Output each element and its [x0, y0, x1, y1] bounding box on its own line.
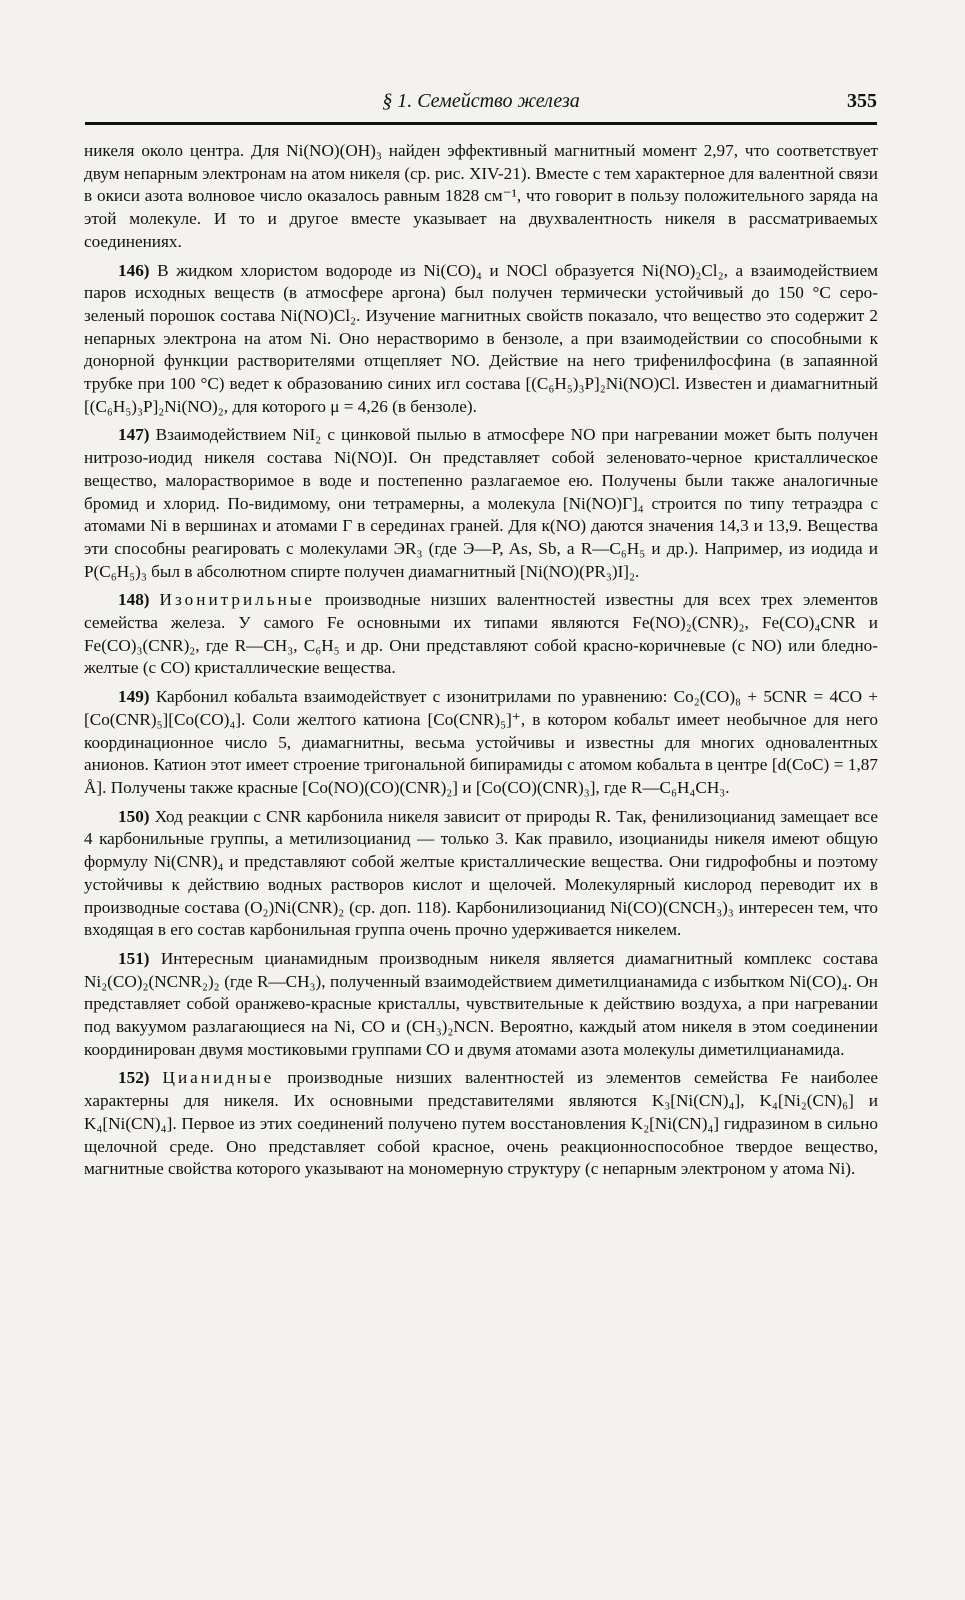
running-header [85, 88, 877, 125]
paragraph-number: 146) [118, 260, 150, 280]
paragraph-text: Карбонил кобальта взаимодействует с изонитрилами по уравнению: Co₂(CO)₈ + 5CNR = 4CO + [Co(CNR)₅][Co(CO)₄]. Соли желтого катиона [Co(CNR)₅]⁺, в котором кобальт имеет необычное для него координационное число 5, диамагнитны, весьма устойчивы и известны для многих одновалентных анионов. Катион этот имеет строение тригональной бипирамиды с атомом кобальта в центре [d(CoC) = 1,87 Å]. Получены также красные [Co(NO)(CO)(CNR)₂] и [Co(CO)(CNR)₃], где R—C₆H₄CH₃. [84, 687, 878, 797]
paragraph-number: 150) [118, 806, 150, 826]
paragraph-146 [84, 260, 878, 419]
paragraph-lead-term: Изонитрильные [159, 590, 315, 610]
paragraph-text: В жидком хлористом водороде из Ni(CO)₄ и NOCl образуется Ni(NO)₂Cl₂, а взаимодействием паров исходных веществ (в атмосфере аргона) был получен термически устойчивый до 150 °C серо-зеленый порошок состава Ni(NO)Cl₂. Изучение магнитных свойств показало, что вещество это содержит 2 непарных электрона на атом Ni. Оно нерастворимо в бензоле, а при взаимодействии со способными к донорной функции растворителями отщепляет NO. Действие на него трифенилфосфина (в запаянной трубке при 100 °C) ведет к образованию синих игл состава [(C₆H₅)₃P]₂Ni(NO)Cl. Известен и диамагнитный [(C₆H₅)₃P]₂Ni(NO)₂, для которого μ = 4,26 (в бензоле). [84, 260, 878, 416]
paragraph-text: Взаимодействием NiI₂ с цинковой пылью в атмосфере NO при нагревании может быть получен нитрозо-иодид никеля состава Ni(NO)I. Он представляет собой зеленовато-черное кристаллическое вещество, малорастворимое в воде и постепенно разлагаемое ею. Получены были также аналогичные бромид и хлорид. По-видимому, они тетрамерны, а молекула [Ni(NO)Г]₄ строится по типу тетраэдра с атомами Ni в вершинах и атомами Г в серединах граней. Для к(NO) даются значения 14,3 и 13,9. Вещества эти способны реагировать с молекулами ЭR₃ (где Э—P, As, Sb, а R—C₆H₅ и др.). Например, из иодида и P(C₆H₅)₃ был в абсолютном спирте получен диамагнитный [Ni(NO)(PR₃)I]₂. [84, 425, 879, 581]
paragraph-number: 147) [118, 425, 150, 445]
paragraph-number: 151) [118, 948, 150, 968]
paragraph-continuation [84, 140, 878, 254]
paragraph-152 [84, 1067, 878, 1181]
body-text [84, 140, 878, 1187]
paragraph-text: производные низших валентностей известны для всех трех элементов семейства железа. У самого Fe основными их типами являются Fe(NO)₂(CNR)₂, Fe(CO)₄CNR и Fe(CO)₃(CNR)₂, где R—CH₃, C₆H₅ и др. Они представляют собой красно-коричневые (с NO) или бледно-желтые (с CO) кристаллические вещества. [84, 590, 879, 678]
paragraph-number: 148) [118, 590, 150, 610]
paragraph-text: Интересным цианамидным производным никеля является диамагнитный комплекс состава Ni₂(CO)₂(NCNR₂)₂ (где R—CH₃), полученный взаимодействием диметилцианамида с избытком Ni(CO)₄. Он представляет собой оранжево-красные кристаллы, чувствительные к действию воздуха, а при нагревании под вакуумом разлагающиеся на Ni, CO и (CH₃)₂NCN. Вероятно, каждый атом никеля в этом соединении координирован двумя мостиковыми группами CO и двумя атомами азота молекулы диметилцианамида. [84, 948, 879, 1059]
paragraph-text: никеля около центра. Для Ni(NO)(OH)₃ найден эффективный магнитный момент 2,97, что соответствует двум непарным электронам на атом никеля (ср. рис. XIV-21). Вместе с тем характерное для валентной связи в окиси азота волновое число оказалось равным 1828 см⁻¹, что говорит в пользу положительного заряда на этой молекуле. И то и другое вместе указывает на двухвалентность никеля в рассматриваемых соединениях. [84, 141, 878, 251]
paragraph-147 [84, 424, 878, 583]
paragraph-number: 152) [118, 1068, 150, 1088]
paragraph-150 [84, 806, 878, 942]
paragraph-text: производные низших валентностей из элементов семейства Fe наиболее характерны для никеля. Их основными представителями являются K₃[Ni(CN)₄], K₄[Ni₂(CN)₆] и K₄[Ni(CN)₄]. Первое из этих соединений получено путем восстановления K₂[Ni(CN)₄] гидразином в сильно щелочной среде. Оно представляет собой красное, очень реакционноспособное твердое вещество, магнитные свойства которого указывают на мономерную структуру (с непарным электроном у атома Ni). [84, 1068, 879, 1179]
paragraph-151 [84, 948, 878, 1062]
page-number: 355 [847, 90, 877, 112]
paragraph-149 [84, 686, 878, 800]
paragraph-number: 149) [118, 687, 150, 707]
paragraph-text: Ход реакции с CNR карбонила никеля зависит от природы R. Так, фенилизоцианид замещает все 4 карбонильные группы, а метилизоцианид — только 3. Как правило, изоцианиды никеля имеют общую формулу Ni(CNR)₄ и представляют собой желтые кристаллические вещества. Они гидрофобны и поэтому устойчивы к действию водных растворов кислот и щелочей. Молекулярный кислород переводит их в производные состава (O₂)Ni(CNR)₂ (ср. доп. 118). Карбонилизоцианид Ni(CO)(CNCH₃)₃ интересен тем, что входящая в его состав карбонильная группа очень прочно удерживается никелем. [84, 806, 878, 940]
paragraph-148 [84, 589, 878, 680]
section-title: § 1. Семейство железа [382, 90, 580, 112]
paragraph-lead-term: Цианидные [162, 1068, 275, 1088]
